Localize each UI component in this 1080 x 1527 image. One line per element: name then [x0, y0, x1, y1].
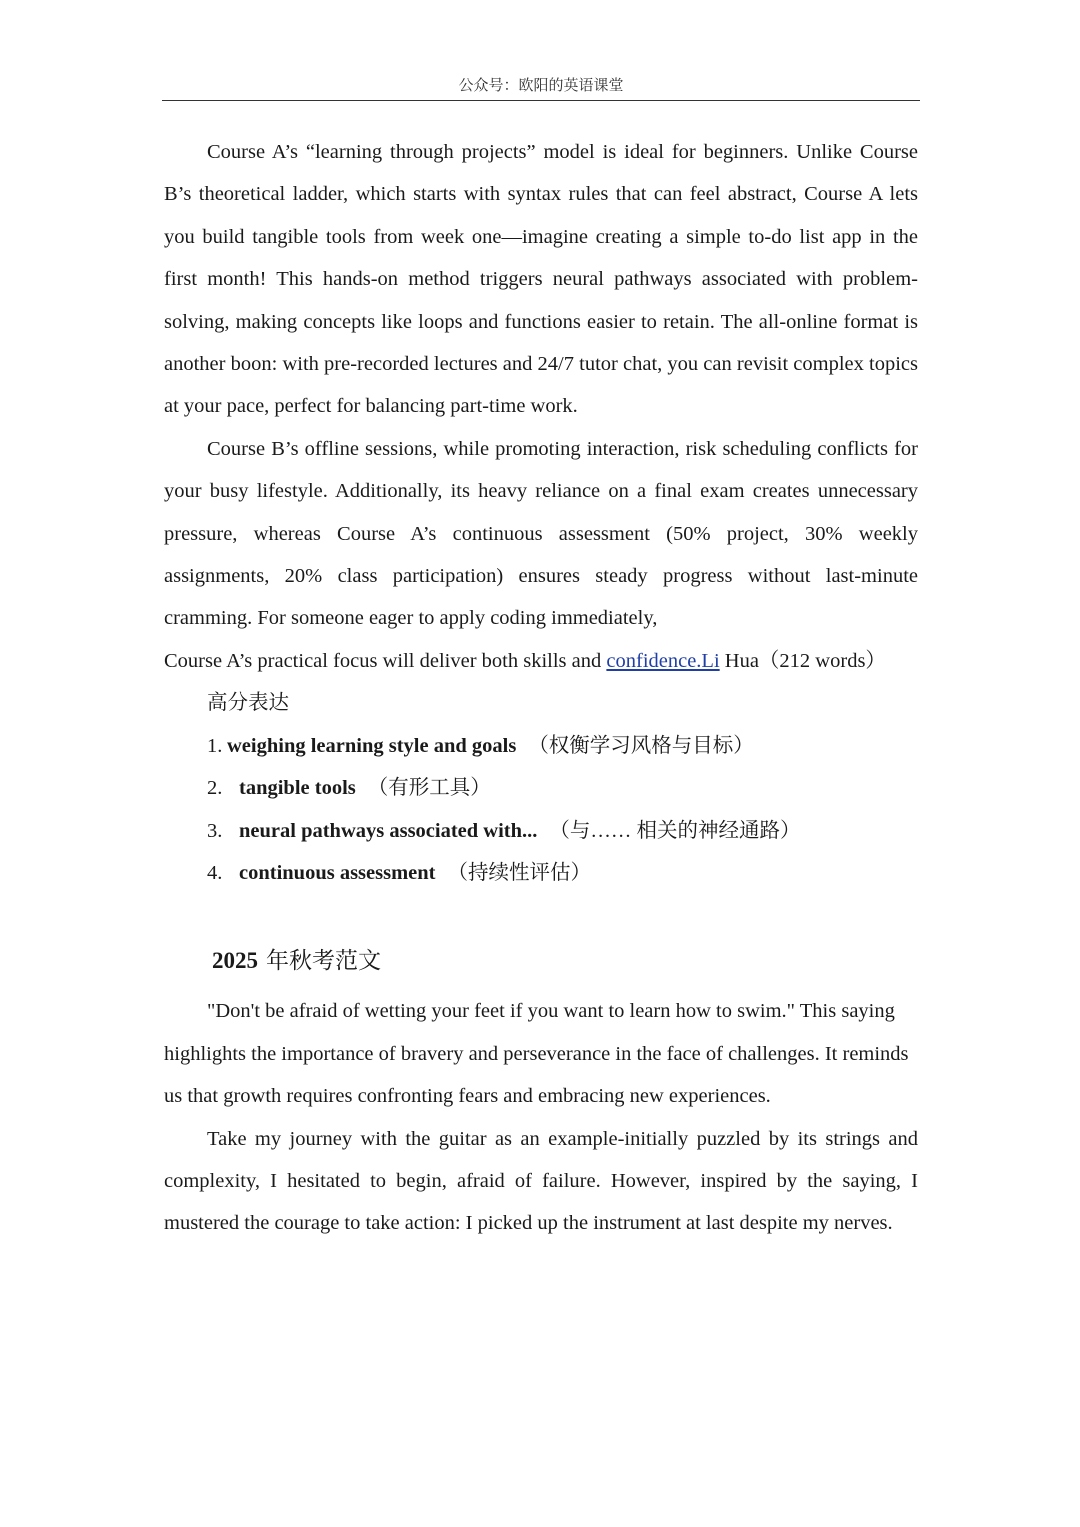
list-item: [164, 767, 918, 809]
list-item-term: tangible tools: [239, 777, 356, 800]
essay-paragraph-2-main: Course B’s offline sessions, while promoting interaction, risk scheduling conflicts for your busy lifestyle. Additionally, its heavy reliance on a final exam creates unnecessary pressure, whereas Course A’s continuous assessment (50% project, 30% weekly assignments, 20% class participation) ensures steady progress without last-minute cramming. For someone eager to apply coding immediately,: [164, 437, 918, 630]
essay-paragraph-2-last-line: [164, 650, 886, 672]
list-item-number: 2.: [207, 777, 223, 800]
header-text: 公众号：欧阳的英语课堂: [458, 78, 624, 94]
list-item-term: continuous assessment: [239, 861, 436, 884]
list-item-number: 4.: [207, 861, 223, 884]
essay-paragraph-1: Course A’s “learning through projects” model is ideal for beginners. Unlike Course B’s theoretical ladder, which starts with syntax rules that can feel abstract, Course A lets you build tangible tools from week one—imagine creating a simple to-do list app in the first month! This hands-on method triggers neural pathways associated with problem-solving, making concepts like loops and functions easier to retain. The all-online format is another boon: with pre-recorded lectures and 24/7 tutor chat, you can revisit complex topics at your pace, perfect for balancing part-time work.: [164, 141, 918, 418]
essay-signature: Hua（212 words）: [719, 649, 886, 672]
list-item-translation: （与…… 相关的神经通路）: [549, 819, 801, 842]
list-item-number: 1.: [207, 734, 223, 757]
list-item: [164, 810, 918, 852]
list-item-number: 3.: [207, 819, 223, 842]
section-title: [164, 936, 918, 986]
essay-paragraph-2-last-prefix: Course A’s practical focus will deliver both skills and: [164, 649, 607, 672]
essay-paragraph-2: [164, 428, 918, 682]
sample-paragraph-1: "Don't be afraid of wetting your feet if you want to learn how to swim." This saying highlights the importance of bravery and perseverance in the face of challenges. It reminds us that growth requires confronting fears and embracing new experiences.: [164, 1000, 909, 1108]
expressions-label: 高分表达: [207, 692, 289, 715]
document-body: [164, 131, 918, 1245]
list-item: [164, 852, 918, 894]
list-item-translation: （持续性评估）: [447, 861, 591, 884]
list-item-term: weighing learning style and goals: [227, 734, 517, 757]
section-title-year: 2025: [212, 948, 258, 974]
list-item-translation: （权衡学习风格与目标）: [528, 734, 754, 757]
list-item-translation: （有形工具）: [367, 777, 491, 800]
expressions-list: [164, 725, 918, 895]
list-item: [164, 725, 918, 767]
sample-paragraph-2: Take my journey with the guitar as an example-initially puzzled by its strings and complexity, I hesitated to begin, afraid of failure. However, inspired by the saying, I mustered the courage to take action: I picked up the instrument at last despite my nerves.: [164, 1127, 918, 1235]
confidence-link[interactable]: confidence.Li: [606, 649, 720, 672]
list-item-term: neural pathways associated with...: [239, 819, 538, 842]
page-header: [162, 76, 920, 101]
section-title-text: 年秋考范文: [266, 948, 381, 974]
